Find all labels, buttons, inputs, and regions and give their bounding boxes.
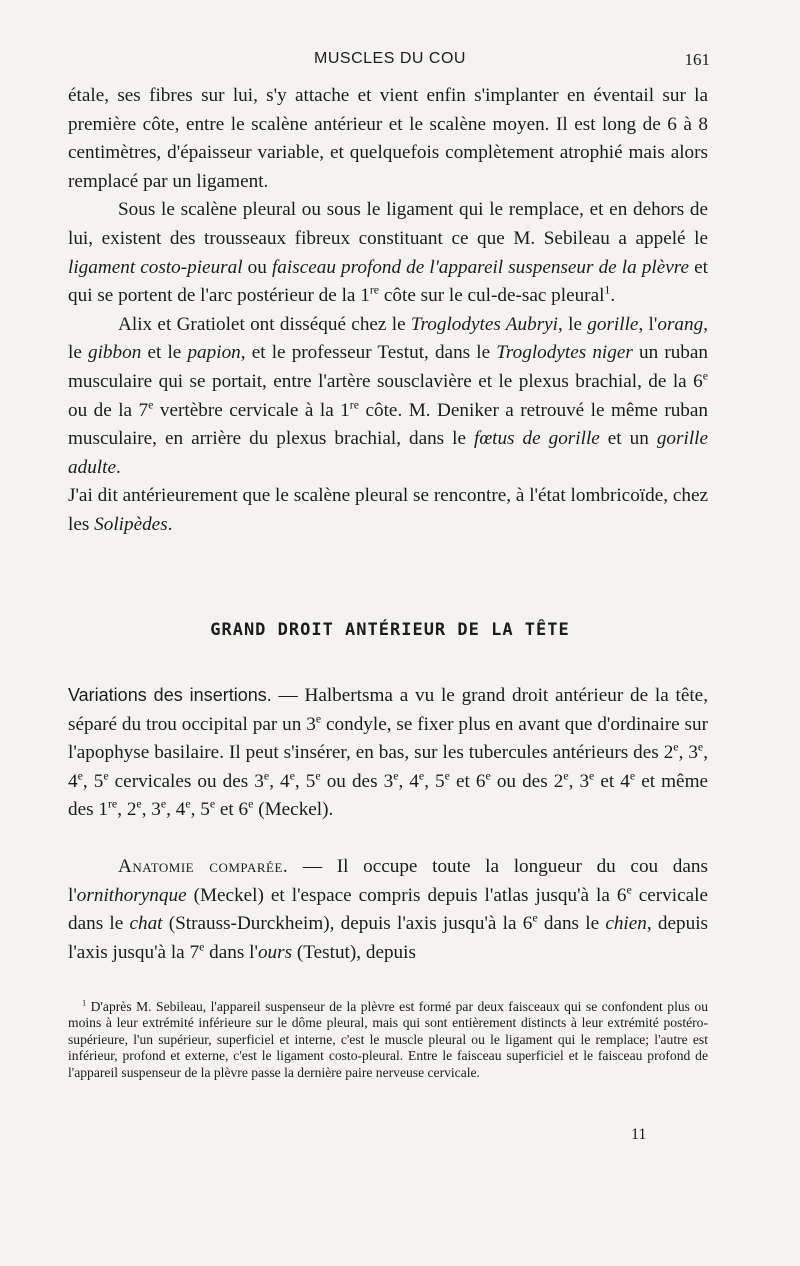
paragraph-4: J'ai dit antérieurement que le scalène pleural se rencontre, à l'état lombricoïde, chez les Solipèdes. (68, 485, 708, 535)
anatomy-paragraph: Anatomie comparée. — Il occupe toute la longueur du cou dans l'ornithorynque (Meckel) et l'espace compris depuis l'atlas jusqu'à la 6e cervicale dans le chat (Strauss-Durckheim), depuis l'axis jusqu'à la 6e dans le chien, depuis l'axis jusqu'à la 7e dans l'ours (Testut), depuis (68, 855, 708, 963)
footnote-ref: 1 (604, 282, 611, 297)
variations-paragraph: Variations des insertions. — Halbertsma a vu le grand droit antérieur de la tête, séparé du trou occipital par un 3e condyle, se fixer plus en avant que d'ordinaire sur l'apophyse basilaire. Il peut s'insérer, en bas, sur les tubercules antérieurs des 2e, 3e, 4e, 5e cervicales ou des 3e, 4e, 5e ou des 3e, 4e, 5e et 6e ou des 2e, 3e et 4e et même des 1re, 2e, 3e, 4e, 5e et 6e (Meckel). (68, 685, 709, 821)
term-ligament: ligament costo-pieural (68, 256, 243, 278)
paragraph-gap (68, 825, 708, 853)
paragraph-2: Sous le scalène pleural ou sous le ligament qui le remplace, et en dehors de lui, existent des trousseaux fibreux constituant ce que M. Sebileau a appelé le ligament costo-pieural ou faisceau profond de l'appareil suspenseur de la plèvre et qui se portent de l'arc postérieur de la 1re côte sur le cul-de-sac pleural$^1$. (68, 199, 709, 307)
paragraph-1: étale, ses fibres sur lui, s'y attache et vient enfin s'implanter en éventail sur la première côte, entre le scalène antérieur et le scalène moyen. Il est long de 6 à 8 centimètres, d'épaisseur variable, et quelquefois complètement atrophié mais alors remplacé par un ligament. (68, 85, 708, 192)
section-body (68, 681, 708, 967)
page-number: 161 (684, 50, 710, 69)
term-faisceau: faisceau profond de l'appareil suspenseur de la plèvre (271, 256, 690, 278)
running-header (68, 48, 712, 72)
footnote (68, 999, 708, 1081)
running-title: MUSCLES DU COU (314, 50, 466, 67)
main-text (68, 82, 708, 540)
variations-heading: Variations des insertions. (68, 685, 272, 705)
anatomy-heading: Anatomie comparée. (118, 855, 289, 877)
paragraph-3: Alix et Gratiolet ont disséqué chez le Troglodytes Aubryi, le gorille, l'orang, le gibbon et le papion, et le professeur Testut, dans le Troglodytes niger un ruban musculaire qui se portait, entre l'artère sousclavière et le plexus brachial, de la 6e ou de la 7e vertèbre cervicale à la 1re côte. M. Deniker a retrouvé le même ruban musculaire, en arrière du plexus brachial, dans le fœtus de gorille et un gorille adulte. (68, 313, 709, 478)
footnote-marker: 1 (82, 997, 87, 1008)
section-title: GRAND DROIT ANTÉRIEUR DE LA TÊTE (210, 620, 570, 640)
book-page (68, 0, 712, 1266)
footnote-1: $^1$ D'après M. Sebileau, l'appareil suspenseur de la plèvre est formé par deux faisceaux qui se confondent plus ou moins à leur extrémité inférieure sur le dôme pleural, mais qui sont entièrement distincts à leur extrémité postéro-supérieure, l'un supérieur, superficiel et interne, c'est le muscle pleural ou le ligament qui le remplace; l'autre est inférieur, profond et externe, c'est le ligament costo-pleural. Entre le faisceau superficiel et le faisceau profond de l'appareil suspenseur de la plèvre passe la dernière paire nerveuse cervicale. (68, 997, 708, 1080)
signature-mark: 11 (631, 1126, 647, 1143)
